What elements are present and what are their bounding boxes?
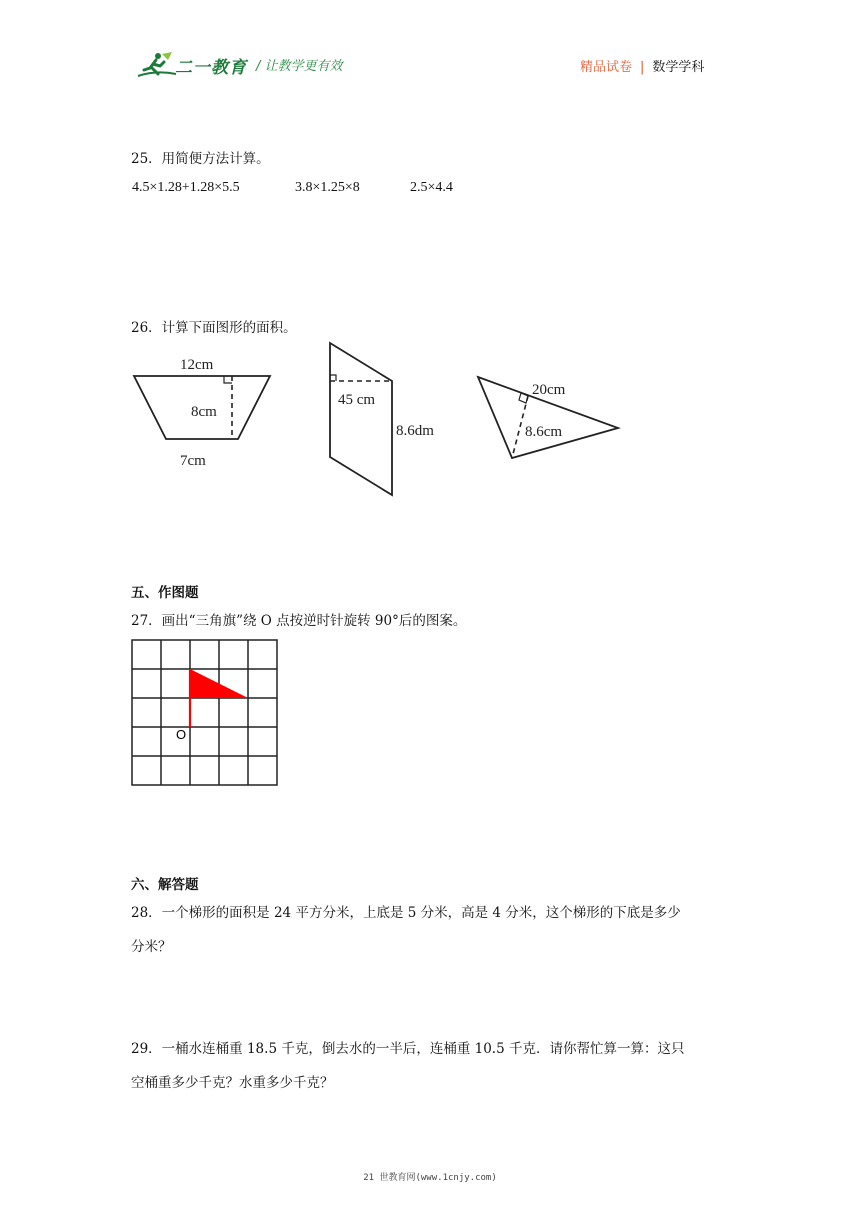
page-footer: 21 世教育网(www.1cnjy.com): [363, 1173, 497, 1183]
logo-text: 二一教育: [175, 58, 247, 78]
q28-line1: 28．一个梯形的面积是 24 平方分米，上底是 5 分米，高是 4 分米，这个梯形的下底是多少: [131, 905, 681, 921]
trapezoid-figure: [134, 357, 270, 469]
parallelogram-side-label: 8.6dm: [396, 423, 434, 439]
triangle-figure: [478, 377, 618, 458]
header-tags: [580, 56, 704, 75]
tag-premium: 精品试卷: [580, 60, 633, 75]
rotation-grid: [130, 638, 282, 790]
parallelogram-height-label: 45 cm: [338, 392, 376, 408]
triangle-base-label: 20cm: [532, 382, 566, 398]
q28-line2: 分米？: [131, 939, 172, 955]
q29-line1: 29．一桶水连桶重 18.5 千克，倒去水的一半后，连桶重 10.5 千克．请你帮忙算一算：这只: [131, 1041, 685, 1057]
q25-expr3: 2.5×4.4: [410, 180, 453, 195]
point-o-label: O: [176, 727, 187, 742]
tag-subject: 数学学科: [652, 60, 705, 75]
parallelogram-figure: [330, 343, 434, 495]
section-5-title: 五、作图题: [131, 585, 199, 601]
q26-figures: [120, 335, 640, 505]
section-6-title: 六、解答题: [131, 877, 199, 893]
slogan: / 让教学更有效: [256, 59, 343, 74]
triangle-height-label: 8.6cm: [525, 424, 563, 440]
trapezoid-bottom-label: 7cm: [180, 453, 206, 469]
q26-title: 26．计算下面图形的面积。: [131, 320, 297, 336]
q25-title: 25．用简便方法计算。: [131, 151, 270, 167]
trapezoid-top-label: 12cm: [180, 357, 214, 373]
q29-line2: 空桶重多少千克？水重多少千克？: [131, 1075, 334, 1091]
tag-separator: |: [640, 60, 645, 75]
q25-expr1: 4.5×1.28+1.28×5.5: [132, 180, 240, 195]
q27-title: 27．画出“三角旗”绕 O 点按逆时针旋转 90°后的图案。: [131, 613, 467, 629]
q25-expr2: 3.8×1.25×8: [295, 180, 360, 195]
trapezoid-height-label: 8cm: [191, 404, 217, 420]
